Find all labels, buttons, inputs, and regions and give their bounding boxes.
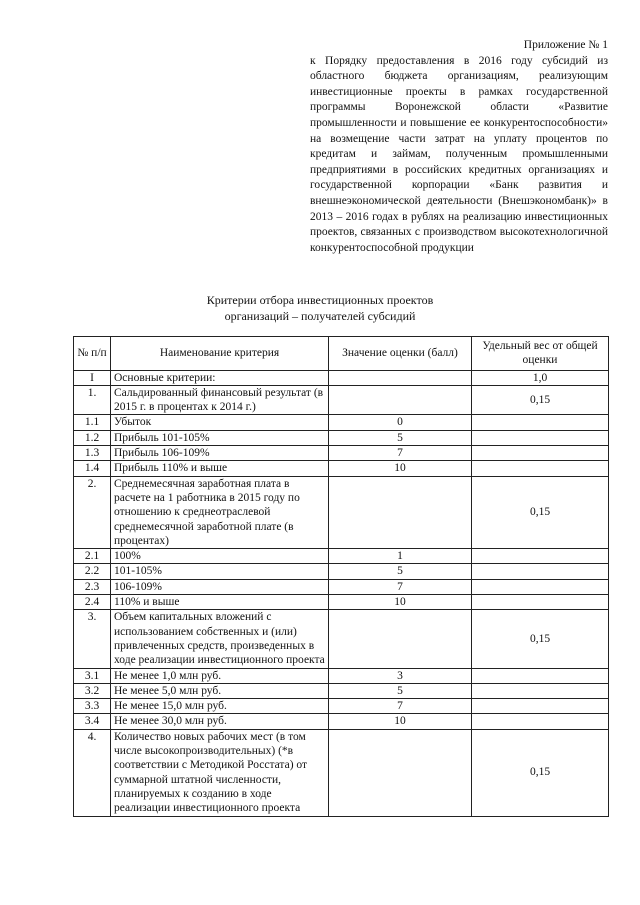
row-name: Количество новых рабочих мест (в том числе высокопроизводительных) (*в соответствии с Методикой Росстата) от суммарной штатной численности, планируемых к созданию в ходе реализации инвестиционного проекта: [111, 729, 329, 816]
row-score: 7: [329, 579, 472, 594]
row-weight: [472, 579, 609, 594]
table-row: [74, 714, 609, 729]
table-row: [74, 476, 609, 548]
table-row: [74, 729, 609, 816]
row-weight: [472, 683, 609, 698]
row-name: Прибыль 101-105%: [111, 430, 329, 445]
row-weight: [472, 415, 609, 430]
row-weight: [472, 595, 609, 610]
table-row: [74, 564, 609, 579]
appendix-text: к Порядку предоставления в 2016 году субсидий из областного бюджета организациям, реализующим инвестиционные проекты в рамках государственной программы Воронежской области «Развитие промышленности и повышение ее конкурентоспособности» на возмещение части затрат на уплату процентов по кредитам и займам, полученным промышленными предприятиями в российских кредитных организациях и государственной корпорации «Банк развития и внешнеэкономической деятельности (Внешэкономбанк)» в 2013 – 2016 годах в рублях на реализацию инвестиционных проектов, связанных с производством высокотехнологичной конкурентоспособной продукции: [310, 54, 608, 254]
header-score: Значение оценки (балл): [329, 337, 472, 371]
row-name: Не менее 1,0 млн руб.: [111, 668, 329, 683]
table-row: [74, 549, 609, 564]
row-score: 10: [329, 714, 472, 729]
row-name: 101-105%: [111, 564, 329, 579]
row-num: 2.: [74, 476, 111, 548]
row-name: Прибыль 110% и выше: [111, 461, 329, 476]
table-row: [74, 699, 609, 714]
row-num: 3.3: [74, 699, 111, 714]
header-name: Наименование критерия: [111, 337, 329, 371]
row-score: 7: [329, 699, 472, 714]
row-num: 1.4: [74, 461, 111, 476]
row-score: 7: [329, 446, 472, 461]
row-name: 110% и выше: [111, 595, 329, 610]
table-row: [74, 579, 609, 594]
row-num: 1.: [74, 385, 111, 415]
row-weight: 0,15: [472, 729, 609, 816]
row-score: [329, 385, 472, 415]
row-num: 3.1: [74, 668, 111, 683]
row-num: 2.4: [74, 595, 111, 610]
row-weight: [472, 461, 609, 476]
row-weight: [472, 549, 609, 564]
row-score: [329, 610, 472, 668]
row-score: 5: [329, 683, 472, 698]
table-row: [74, 461, 609, 476]
row-score: 10: [329, 595, 472, 610]
table-row: [74, 370, 609, 385]
row-weight: [472, 699, 609, 714]
row-weight: [472, 430, 609, 445]
row-num: 1.1: [74, 415, 111, 430]
row-num: 4.: [74, 729, 111, 816]
table-row: [74, 595, 609, 610]
row-num: 1.3: [74, 446, 111, 461]
row-weight: 0,15: [472, 476, 609, 548]
row-weight: [472, 668, 609, 683]
row-score: 3: [329, 668, 472, 683]
row-score: [329, 370, 472, 385]
row-score: 10: [329, 461, 472, 476]
row-name: Прибыль 106-109%: [111, 446, 329, 461]
row-num: 1.2: [74, 430, 111, 445]
row-weight: 0,15: [472, 385, 609, 415]
row-score: 1: [329, 549, 472, 564]
row-score: 5: [329, 430, 472, 445]
row-num: 3.: [74, 610, 111, 668]
table-row: [74, 415, 609, 430]
appendix-block: [310, 38, 608, 256]
row-name: Объем капитальных вложений с использованием собственных и (или) привлеченных средств, произведенных в ходе реализации инвестиционного проекта: [111, 610, 329, 668]
row-score: [329, 476, 472, 548]
table-row: [74, 610, 609, 668]
table-row: [74, 683, 609, 698]
row-name: 106-109%: [111, 579, 329, 594]
header-num: № п/п: [74, 337, 111, 371]
row-num: 3.2: [74, 683, 111, 698]
row-name: Основные критерии:: [111, 370, 329, 385]
row-num: 2.3: [74, 579, 111, 594]
row-weight: [472, 446, 609, 461]
row-name: Не менее 30,0 млн руб.: [111, 714, 329, 729]
heading-line-2: организаций – получателей субсидий: [224, 309, 416, 323]
table-row: [74, 385, 609, 415]
table-row: [74, 668, 609, 683]
row-num: 3.4: [74, 714, 111, 729]
row-score: 5: [329, 564, 472, 579]
row-num: 2.2: [74, 564, 111, 579]
header-weight: Удельный вес от общей оценки: [472, 337, 609, 371]
row-num: 2.1: [74, 549, 111, 564]
criteria-table: [73, 336, 609, 817]
row-name: Убыток: [111, 415, 329, 430]
row-name: Сальдированный финансовый результат (в 2015 г. в процентах к 2014 г.): [111, 385, 329, 415]
heading-line-1: Критерии отбора инвестиционных проектов: [206, 293, 434, 307]
row-weight: [472, 714, 609, 729]
row-weight: 1,0: [472, 370, 609, 385]
row-score: 0: [329, 415, 472, 430]
appendix-number: Приложение № 1: [523, 39, 608, 51]
table-header-row: [74, 337, 609, 371]
row-name: 100%: [111, 549, 329, 564]
row-name: Не менее 15,0 млн руб.: [111, 699, 329, 714]
row-num: I: [74, 370, 111, 385]
row-weight: [472, 564, 609, 579]
table-row: [74, 430, 609, 445]
row-score: [329, 729, 472, 816]
row-name: Не менее 5,0 млн руб.: [111, 683, 329, 698]
row-weight: 0,15: [472, 610, 609, 668]
document-heading: [0, 292, 640, 324]
table-row: [74, 446, 609, 461]
row-name: Среднемесячная заработная плата в расчете на 1 работника в 2015 году по отношению к среднеотраслевой среднемесячной заработной плате (в процентах): [111, 476, 329, 548]
